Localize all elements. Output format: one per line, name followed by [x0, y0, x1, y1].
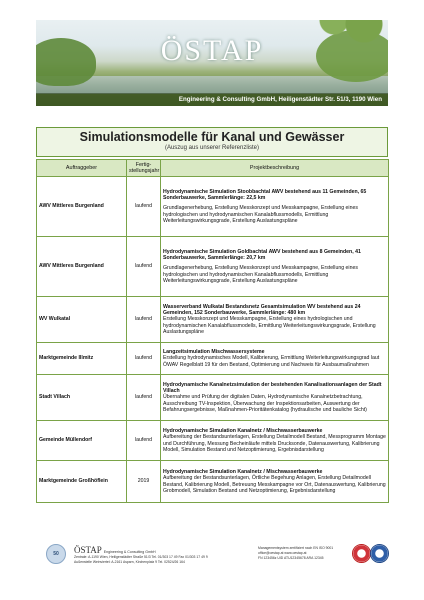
- project-body: Aufbereitung der Bestandsunterlagen, Örtliche Begehung Anlagen, Erstellung Detailmodell Bestand, Kalibrierung Modell, Betreuung Messkampagne vor Ort, Datenauswertung, Kalibrierung Grobmodell, Simulation Bestand und Netzoptimierung, Ergebnisdarstellung: [163, 475, 386, 494]
- client-cell: Marktgemeinde Großhöflein: [37, 461, 127, 503]
- description-cell: [161, 375, 389, 421]
- client-cell: AWV Mittleres Burgenland: [37, 177, 127, 237]
- footer-contact[interactable]: office@oestap.at www.oestap.at: [258, 551, 307, 555]
- description-cell: [161, 297, 389, 343]
- project-heading: Wasserverband Wulkatal Bestandsnetz Gesamtsimulation WV bestehend aus 24 Gemeinden, 152 Sonderbauwerke, Sammlerlänge: 480 km: [163, 303, 361, 317]
- table-row: [37, 343, 389, 375]
- reference-table: [36, 159, 389, 503]
- client-cell: Gemeinde Müllendorf: [37, 421, 127, 461]
- description-cell: [161, 177, 389, 237]
- footer-address-main: Zentrale: A-1190 Wien, Heiligenstädter Straße 51/3 Tel. 01/303 17 49 Fax 01/303 17 49 9: [74, 555, 208, 559]
- table-header-row: [37, 160, 389, 177]
- description-cell: [161, 421, 389, 461]
- header-description: Projektbeschreibung: [161, 160, 389, 177]
- project-body: Aufbereitung der Bestandsunterlagen, Erstellung Detailmodell Bestand, Messprogramm Montage und Durchführung, Messung Becheinläufe mittels Drucksonde, Datenauswertung, Kalibrierung Modell, Simulation Bestand und Netzoptimierung, Ergebnisdarstellung: [163, 434, 386, 453]
- project-body: Erstellung Messkonzept und Messkampagne, Erstellung eines hydrologischen und hydrodynamischen Kanalabflussmodells, Ermittlung Weiterleitungswirkungsgrade, Erstellung Auslastungspläne: [163, 316, 376, 335]
- year-cell: laufend: [127, 177, 161, 237]
- table-row: [37, 297, 389, 343]
- certification-seal-icon: [352, 544, 371, 563]
- header-banner: [36, 20, 388, 106]
- header-year: Fertig-stellungsjahr: [127, 160, 161, 177]
- header-client: Auftraggeber: [37, 160, 127, 177]
- year-cell: laufend: [127, 343, 161, 375]
- quality-seal-icon: [370, 544, 389, 563]
- page-footer: [36, 538, 388, 568]
- page-title: Simulationsmodelle für Kanal und Gewässer: [79, 130, 345, 144]
- project-body: Übernahme und Prüfung der digitalen Daten, Hydrodynamische Kanalnetzbetrachtung, Ausschreibung TV-Inspektion, Überwachung der Inspektionsarbeiten, Auswertung der Befahrungsergebnisse, Maßnahmen-Prioritätenkatalog (hydraulische und bauliche Sicht): [163, 394, 367, 413]
- footer-address-branch: Außenstelle Weinviertel: A-2161 Asparn, Kirchenplatz 9 Tel. 02524/26 164: [74, 560, 185, 564]
- table-row: [37, 237, 389, 297]
- description-cell: [161, 237, 389, 297]
- footer-company-suffix: Engineering & Consulting GmbH: [103, 550, 156, 554]
- project-heading: Hydrodynamische Simulation Kanalnetz / Mischwasserbauwerke: [163, 468, 323, 475]
- table-row: [37, 177, 389, 237]
- footer-certification-text: Managementsystem zertifiziert nach EN ISO 9001: [258, 546, 334, 550]
- table-row: [37, 421, 389, 461]
- client-cell: Marktgemeinde Illmitz: [37, 343, 127, 375]
- project-body: Erstellung hydrodynamisches Modell, Kalibrierung, Ermittlung Weiterleitungswirkungsgrad laut ÖWAV Regelblatt 19 für den Bestand, Optimierung und Nachweis für Ausbaumaßnahmen: [163, 355, 380, 368]
- page-subtitle: (Auszug aus unserer Referenzliste): [164, 145, 260, 151]
- description-cell: [161, 461, 389, 503]
- project-heading: Hydrodynamische Simulation Stoobbachtal AWV bestehend aus 11 Gemeinden, 65 Sonderbauwerke, Sammlerlänge: 22,5 km: [163, 188, 367, 202]
- year-cell: laufend: [127, 297, 161, 343]
- year-cell: laufend: [127, 375, 161, 421]
- year-cell: laufend: [127, 421, 161, 461]
- footer-company-name: [74, 545, 156, 555]
- client-cell: AWV Mittleres Burgenland: [37, 237, 127, 297]
- project-heading: Langzeitsimulation Mischwassersysteme: [163, 349, 265, 356]
- project-body: Grundlagenerhebung, Erstellung Messkonzept und Messkampagne, Erstellung eines hydrologischen und hydrodynamischen Kanalabflussmodells, Ermittlung Weiterleitungswirkungsgrade, Erstellung Auslastungspläne: [163, 265, 358, 284]
- footer-logo-text: ÖSTAP: [74, 545, 102, 555]
- project-body: Grundlagenerhebung, Erstellung Messkonzept und Messkampagne, Erstellung eines hydrologischen und hydrodynamischen Kanalabflussmodells, Ermittlung Weiterleitungswirkungsgrade, Erstellung Auslastungspläne: [163, 205, 358, 224]
- year-cell: laufend: [127, 237, 161, 297]
- anniversary-badge-icon: 50: [46, 544, 66, 564]
- project-heading: Hydrodynamische Simulation Kanalnetz / Mischwasserbauwerke: [163, 427, 323, 434]
- company-logo: ÖSTAP: [160, 34, 264, 67]
- client-cell: WV Wulkatal: [37, 297, 127, 343]
- title-box: [36, 127, 388, 157]
- footer-registration: FN 123456z UID ATU12345678 ARA 12345: [258, 556, 324, 560]
- year-cell: 2019: [127, 461, 161, 503]
- description-cell: [161, 343, 389, 375]
- project-heading: Hydrodynamische Kanalnetzsimulation der bestehenden Kanalisationsanlagen der Stadt Villach: [163, 381, 382, 395]
- client-cell: Stadt Villach: [37, 375, 127, 421]
- table-row: [37, 461, 389, 503]
- table-row: [37, 375, 389, 421]
- project-heading: Hydrodynamische Simulation Goldbachtal AWV bestehend aus 8 Gemeinden, 41 Sonderbauwerke, Sammlerlänge: 20,7 km: [163, 248, 361, 262]
- company-address-line: Engineering & Consulting GmbH, Heiligenstädter Str. 51/3, 1190 Wien: [36, 93, 388, 106]
